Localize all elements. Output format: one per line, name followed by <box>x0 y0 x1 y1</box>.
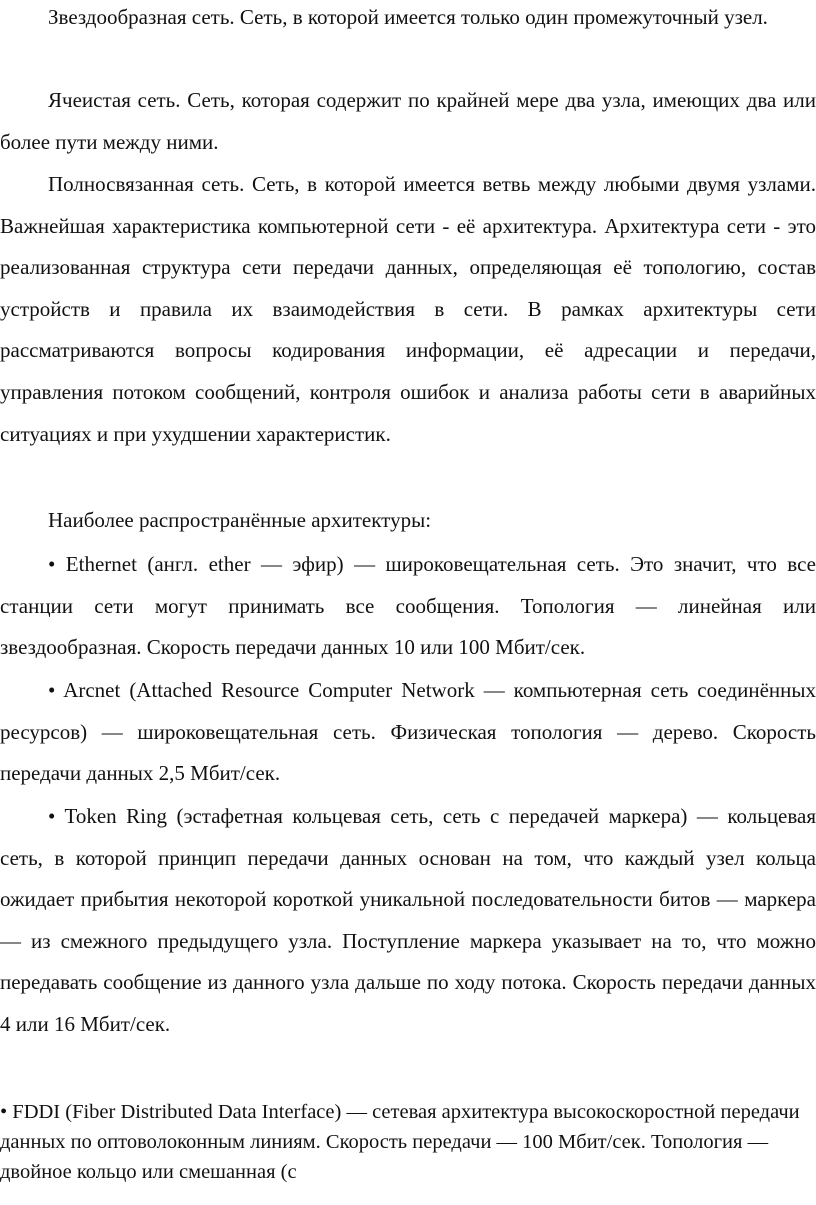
paragraph-arcnet: • Arcnet (Attached Resource Computer Network — компьютерная сеть соединённых ресурсов) — широковещательная сеть. Физическая топология — дерево. Скорость передачи данных 2,5 Мбит/сек. <box>0 678 816 786</box>
paragraph-fddi: • FDDI (Fiber Distributed Data Interface) — сетевая архитектура высокоскоростной передачи данных по оптоволоконным линиям. Скорость передачи — 100 Мбит/сек. Топология — двойное кольцо или смешанная (с <box>0 1101 800 1183</box>
paragraph-star-network: Звездообразная сеть. Сеть, в которой имеется только один промежуточный узел. <box>48 5 768 29</box>
paragraph-ethernet: • Ethernet (англ. ether — эфир) — широковещательная сеть. Это значит, что все станции сети могут принимать все сообщения. Топология — линейная или звездообразная. Скорость передачи данных 10 или 100 Мбит/сек. <box>0 552 816 660</box>
paragraph-fully-connected-network: Полносвязанная сеть. Сеть, в которой имеется ветвь между любыми двумя узлами. Важнейшая характеристика компьютерной сети - её архитектура. Архитектура сети - это реализованная структура сети передачи данных, определяющая её топологию, состав устройств и правила их взаимодействия в сети. В рамках архитектуры сети рассматриваются вопросы кодирования информации, её адресации и передачи, управления потоком сообщений, контроля ошибок и анализа работы сети в аварийных ситуациях и при ухудшении характеристик. <box>0 172 816 446</box>
paragraph-token-ring: • Token Ring (эстафетная кольцевая сеть, сеть с передачей маркера) — кольцевая сеть, в которой принцип передачи данных основан на том, что каждый узел кольца ожидает прибытия некоторой короткой уникальной последовательности битов — маркера — из смежного предыдущего узла. Поступление маркера указывает на то, что можно передавать сообщение из данного узла дальше по ходу потока. Скорость передачи данных 4 или 16 Мбит/сек. <box>0 804 816 1036</box>
paragraph-mesh-network: Ячеистая сеть. Сеть, которая содержит по крайней мере два узла, имеющих два или более пути между ними. <box>0 88 816 154</box>
paragraph-common-architectures-heading: Наиболее распространённые архитектуры: <box>48 508 432 532</box>
